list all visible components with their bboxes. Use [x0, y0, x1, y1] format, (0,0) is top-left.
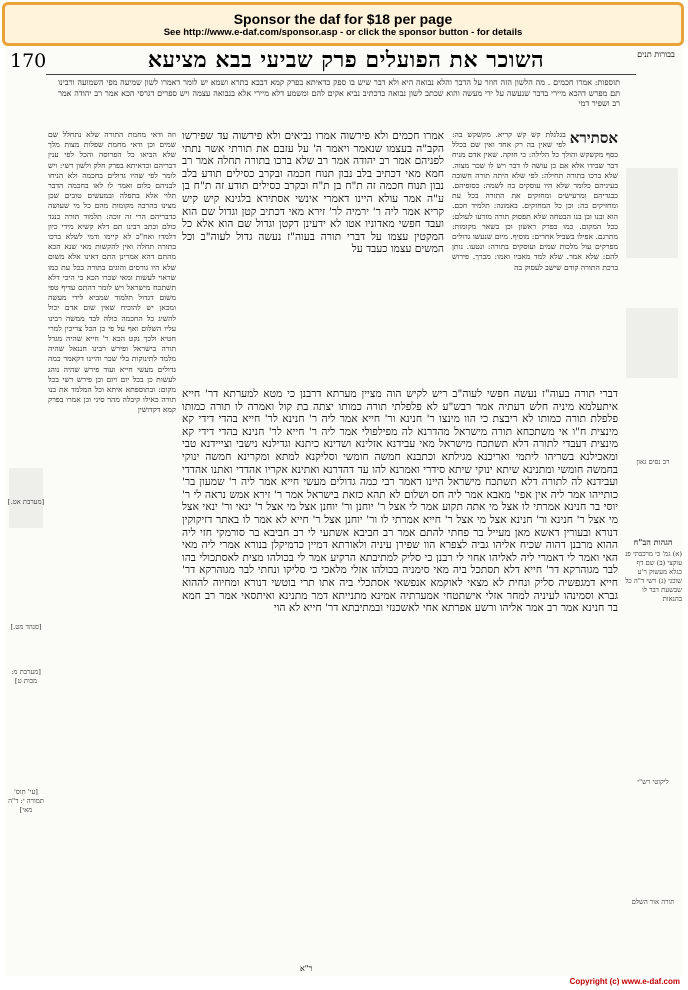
gemara-main-text: דברי תורה בעוה"ז נעשה חפשי לעוה"ב ריש לקיש הוה מציין מערתא דרבנן כי מטא למערתא דר' חייא איתעלמא מיניה חלש דעתיה אמר רבש"ע לא פלפלתי תורה כמותו יצתה בת קול ואמרה לו תורה כמותו פלפלת תורה כמותו לא ריבצת כי הוו מינצו ר' חנינא ור' חייא אמר ליה ר' חנינא לר' חייא בהדי דידי קא מינצית ח"ו אי משתכחא תורה מישראל מהדרנא לה מפילפולי אמר ליה ר' חייא לר' חנינא בהדי דידי קא מינצית דעבדי לתורה דלא תשתכח מישראל מאי עבידנא אזלינא ושדינא כיתנא וגדילנא נישבי וצייידנא טבי ומאכילנא בשריהו ליתמי ואריכנא מגילתא וכתבנא חמשה חומשי וסליקנא למתא ומקרינא חמשה ינוקי בחמשה חומשי ומתנינא שיתא ינוקי שיתא סידרי ואמרנא להו עד דהדרנא ואתינא אקריו אהדדי ואתנו אהדדי ועבידנא לה לתורה דלא תשתכח מישראל היינו דאמר רבי כמה גדולים מעשי חייא אמר ליה ר' שמעון בר' כותייהו אמר ליה אין אפי' מאבא אמר ליה חס ושלום לא תהא כזאת בישראל אמר ר' זירא אמש נראה לי ר' יוסי בר חנינא אמרתי לו אצל מי אתה תקוע אמר לי אצל ר' יוחנן ור' יוחנן אצל מי אצל ר' ינאי ור' ינאי אצל מי אצל ר' חנינא ור' חנינא אצל מי אצל ר' חייא אמרתי לו ור' יוחנן אצל ר' חייא לא אמר לו באתר דזיקוקין דנורא ובעורין דאשא מאן מעייל בר פחתי להתם אמר רב חביבא אשתעי לי רב חביבא בר סורמקי חזי ליה ההוא מרבנן דהוה שכיח אליהו גביה לצפרא הוו שפירן עיניה ולאורתא דמיין כדמיקלן בנורא אמרי ליה מאי האי ואמר לי דאמרי ליה לאליהו אחוי לי רבנן כי סליק למתיבתא הרקיע אמר לי בכולהו מצית לאסתכולי בהו לבר מגוהרקא דר' חייא דלא תסתכל ביה מאי סימניה בכולהו אזלי מלאכי כי סליקו ונחתי לבר מגוהרקא דר' חייא דמגפשיה סליק ונחית לא מצאי לאוקמא אנפשאי אסתכלי ביה אתו תרי בוטשי דנורא ומחיוה לההוא גברא וסמינהו לעיניה למחר אזלי אישתטחי אמערתיה אמינא מתנייתא דמר מתנינא ואיתסאי אמר רב חמא בר חנינא אמר רב אמר אליהו ורשע אפרתא אחי לאשכנזי ובמתיבתא דר' חייא לא הוי — [182, 388, 618, 615]
sponsor-banner-subtitle[interactable]: See http://www.e-daf.com/sponsor.asp - or click the sponsor button - for details — [163, 27, 523, 38]
footer — [0, 976, 688, 990]
page-number: 170 — [10, 50, 47, 72]
running-head: השוכר את הפועלים פרק שביעי בבא מציעא — [147, 47, 545, 73]
margin-note: [מערבת אט.] — [7, 498, 45, 506]
margin-note: ליקוטי רש"י — [637, 778, 669, 786]
sponsor-banner-title[interactable]: Sponsor the daf for $18 per page — [233, 11, 453, 27]
tosafot-side-column: וזה ודאי מחמת התורה שלא נתחלל שם שמים וכן ודאי מחמת שפלות מצות מלך שלא הביאו כל הפרוסה והכל לפי ענין דבריהם וכדאיתא בפרק חלק ולשון רשי: ויש לומר לפי שהיו גדולים בחכמה ולא הניחו לבניהם כלום ואמר לו לאו בחכמה הדבר תלוי אלא בתפלה ובמעשים טובים שכן מצינו בהרבה מקומות מהם כל מי שעושה כדבריהם הרי זה זוכה: תלמוד תורה כנגד כולם וכתב רבינו תם דלא קשיא מידי כיון דלמדו ואח"כ לא קיימו ודמי לשלא ברכו בתורה תחלה ואין להקשות מאי שנא הכא מהתם דהא אמרינן התם דאינו אלא משום שלא היו גורסים והוגים בתורה בכל עת כמו שראוי לעשות ומאי שכרו הכא כי היכי דלא תשתכח מישראל ויש לומר דהתם עדיף טפי משום דגדול תלמוד שמביא לידי מעשה ומכאן יש להוכיח שאין שום אדם יכול להשיג כל החכמה כולה לבד ממשה רבינו עליו השלום ואף על פי כן הכל צריכין למרי חטיא ולכך נקט הכא ר' חייא שהיה מגדל תורה בישראל ופירש רבינו חננאל שהיה מלמד לתינוקות בלי שכר והיינו דקאמר כמה גדולים מעשי חייא ועוד פירש שהיה נוהג לעשות כן בכל יום ויום וכן פירש רשי בכל מקום: ובתוספתא איתא וכל המלמד את בנו תורה כאילו קיבלה מהר סיני וכן אמרו בפרק קמא דקדושין — [48, 130, 176, 415]
left-margin-notes — [6, 78, 46, 968]
page-header — [6, 48, 682, 74]
margin-note: [עי' תוס' תמורה י: ד"ה מאי] — [8, 788, 44, 814]
header-rule — [46, 74, 636, 75]
rashi-text: בגלגלת קש קש קריא. מקשקש בה: לפי שאין בה רק אחד ואין שם בכלל כסף מקשקש והולך כל הלילה: כי חזקה. שאין אדם מניח דבר שבידו אלא אם כן עושה לו דבר ויש לו שכר מצוה. שלא ברכו בתורה תחילה: לפי שלא היתה תורה חשובה בעיניהם כלומר שלא היו עוסקים בה לשמה: כסופיהם. כבגדיהם ומרעישים ומחזקים את התורה בכל עת ומחזיקים בה: וכן כל המחזקים. באמונה: תלמיד חכם. הוא ובנו ובן בנו הבטחה שלא תפסוק תורה מזרעו לעולם: ככל המקום. כמו בפרק ראשון וכן בשאר מקומות: מתרגם. אפילו בשביל אחרים: מוסיף. מיום שנעשו גדולים מפרקים עול מלכות שמים ועוסקים בתורה: ונטעו. נותן להם: שלא אמר. שלא למד מאביו ואמו: מברך. פירוש ברכת התורה קודם שישב לעסוק בה — [452, 130, 618, 272]
hagahot-text: (א) גמ' כי מרכבתי פנ עוקצי (ב) שם דף כגלא מעשוק ר'ע שוכני (ג) רשי ד"ה כל שבשעת דבר לו בהנאות — [625, 550, 682, 603]
catchword: ר"א — [300, 964, 313, 973]
rashi-heading: אסתירא — [569, 130, 618, 147]
margin-note: [מערבת מ: מכות ט] — [11, 668, 41, 685]
margin-note: תורה אור השלם — [631, 898, 675, 906]
margin-note: [סנהד מט.] — [10, 623, 42, 631]
ein-mishpat-label: בבורות תנים — [637, 50, 675, 59]
sponsor-banner[interactable] — [2, 2, 684, 46]
tosafot-top-block: תוספות: אמרו חכמים . מה הלשון הזה חוזר על הדבר והלא נבואה היא ולא דבר שיש בו ספק כדאיתא בפרק קמא דבבא בתרא ושמא יש לומר דאמרו לשון שמיעה מפי השמועה ורבינו תם מפרש דהכא מיירי בדבר שנעשה על ידי מעשה והוא שכתב לשון נבואה כדכתיב נביא אקים להם ומשמע דלא מיירי אלא בנבואה עצמה ויש ספרים דגרסי הכא אמר רב יהודה אמר רב ושפיר דמי — [58, 78, 620, 108]
talmud-page — [6, 48, 682, 976]
right-margin-notes — [624, 78, 682, 968]
gemara-top-text: אמרו חכמים ולא פירשוה אמרו נביאים ולא פירשוה עד שפירשו הקב"ה בעצמו שנאמר ויאמר ה' על עזבם את תורתי אשר נתתי לפניהם אמר רב יהודה אמר רב שלא ברכו בתורה תחלה אמר רב חמא מאי דכתיב בלב נבון תנוח חכמה ובקרב כסילים תודע בלב נבון תנוח חכמה זה ת"ח בן ת"ח ובקרב כסילים תודע זה ת"ח בן ע"ה אמר עולא היינו דאמרי אינשי אסתירא בלגינא קיש קיש קריא אמר ליה ר' ירמיה לר' זירא מאי דכתיב קטן וגדול שם הוא ועבד חפשי מאדוניו אטו לא ידעינן דקטן וגדול שם הוא אלא כל המקטין עצמו על דברי תורה בעוה"ז נעשה גדול לעוה"ב וכל המשים עצמו כעבד על — [182, 130, 444, 256]
margin-note: רב נסים גאון — [636, 458, 670, 466]
rashi-commentary — [452, 130, 618, 380]
hagahot-title: הגהות הב"ח — [633, 537, 673, 547]
copyright-link[interactable]: Copyright (c) www.e-daf.com — [569, 977, 680, 986]
